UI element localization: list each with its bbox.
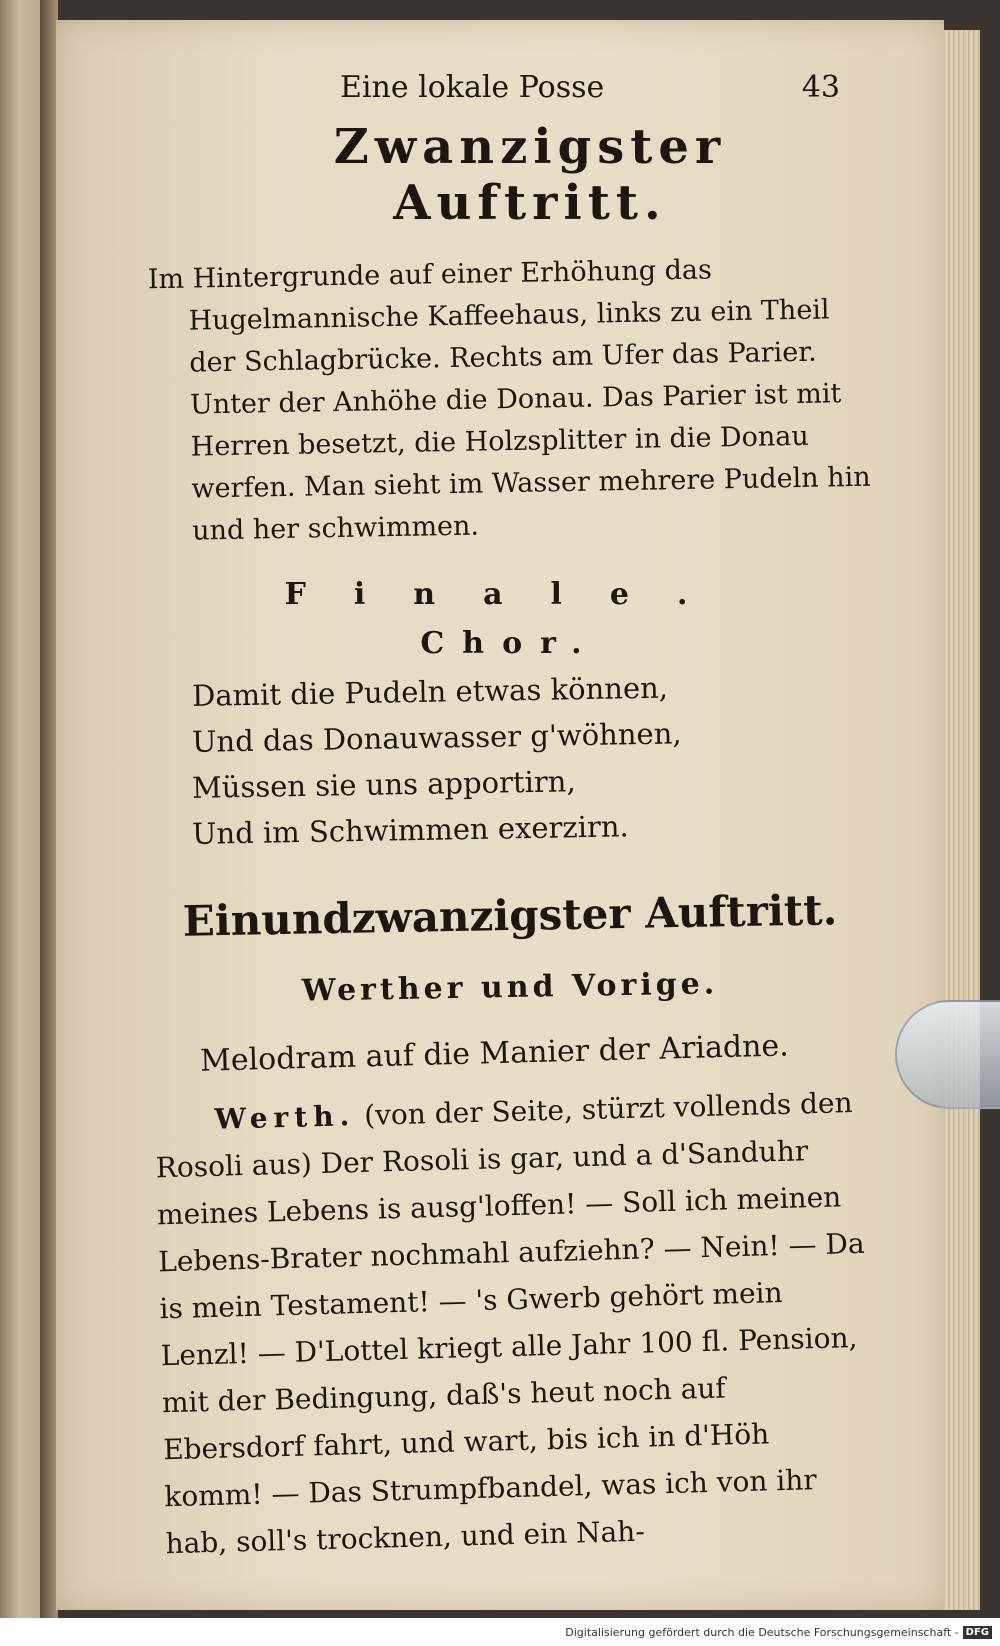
chor-heading: Chor. xyxy=(420,626,600,661)
page-clip xyxy=(895,1000,1000,1109)
scene-title-2: Einundzwanzigster Auftritt. xyxy=(182,885,838,946)
page-header xyxy=(340,70,870,105)
verse-line: Und das Donauwasser g'wöhnen, xyxy=(191,716,682,759)
page-stack-edge xyxy=(944,30,980,1610)
persons-list: Werther und Vorige. xyxy=(301,966,719,1009)
verse-line: Und im Schwimmen exerzirn. xyxy=(191,809,629,851)
page-text xyxy=(147,70,871,1561)
footer-bar xyxy=(0,1618,1000,1646)
dialog-text: (von der Seite, stürzt vollends den Rosoli aus) Der Rosoli is gar, und a d'Sanduhr meines Lebens is ausg'loffen! — Soll ich meinen Lebens-Brater nochmahl aufziehn? — Nein! — Da is mein Testament! — 's Gwerb gehört mein Lenzl! — D'Lottel kriegt alle Jahr 100 fl. Pension, mit der Bedingung, daß's heut noch auf Ebersdorf fahrt, und wart, bis ich in d'Höh komm! — Das Strumpfbandel, was ich von ihr hab, soll's trocknen, und ein Nah- xyxy=(155,1086,865,1561)
melodram-note: Melodram auf die Manier der Ariadne. xyxy=(199,1028,790,1079)
finale-heading: Finale. xyxy=(284,577,736,612)
verse-block xyxy=(192,667,870,851)
speaker-name: Werth. xyxy=(214,1099,356,1136)
dialog-paragraph xyxy=(154,1079,876,1567)
scene-title: Zwanzigster Auftritt. xyxy=(333,119,727,231)
page-number: 43 xyxy=(801,70,840,105)
verse-line: Damit die Pudeln etwas können, xyxy=(191,670,669,713)
running-title: Eine lokale Posse xyxy=(340,70,605,105)
verse-line: Müssen sie uns apportirn, xyxy=(191,764,576,805)
dfg-logo: DFG xyxy=(963,1626,992,1639)
stage-direction: Im Hintergrunde auf einer Erhöhung das Hugelmannische Kaffeehaus, links zu ein Theil der Schlagbrücke. Rechts am Ufer das Parier. Unter der Anhöhe die Donau. Das Parier ist mit Herren besetzt, die Holzsplitter in die Donau werfen. Man sieht im Wasser mehrere Pudeln hin und her schwimmen. xyxy=(147,254,871,547)
footer-credit: Digitalisierung gefördert durch die Deutsche Forschungsgemeinschaft - xyxy=(565,1625,959,1639)
